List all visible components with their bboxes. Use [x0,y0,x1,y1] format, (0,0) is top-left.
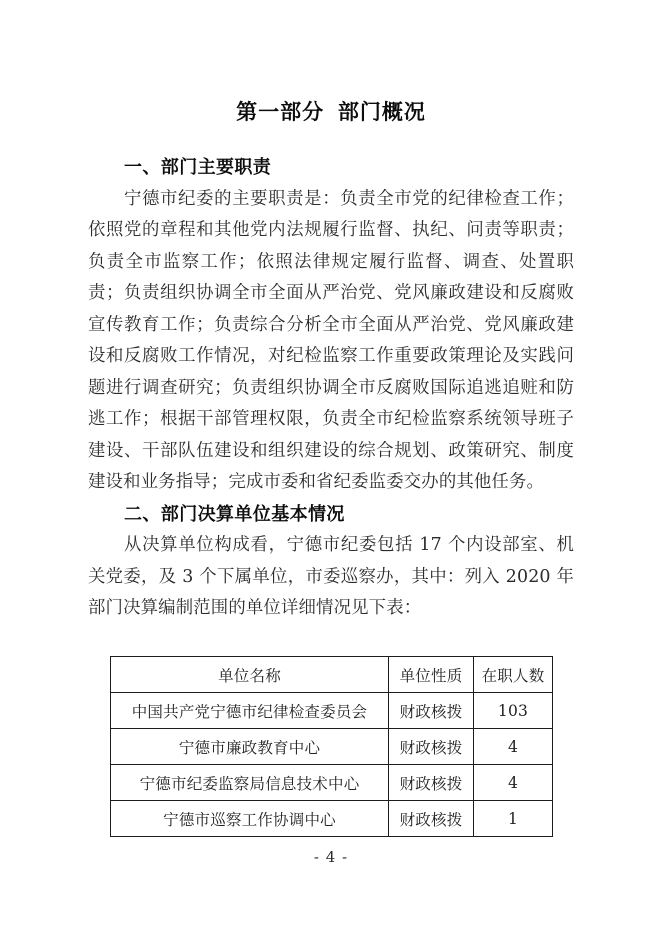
page-title: 第一部分 部门概况 [236,101,426,124]
cell-headcount: 1 [474,801,553,837]
cell-unit-type: 财政核拨 [389,765,474,801]
document-body [88,152,574,625]
cell-unit-name: 宁德市纪委监察局信息技术中心 [111,765,389,801]
cell-unit-name: 宁德市巡察工作协调中心 [111,801,389,837]
cell-unit-name: 宁德市廉政教育中心 [111,729,389,765]
table-header-unit-name: 单位名称 [111,657,389,693]
table-header-headcount: 在职人数 [474,657,553,693]
cell-headcount: 103 [474,693,553,729]
section-paragraph-duties: 宁德市纪委的主要职责是：负责全市党的纪律检查工作；依照党的章程和其他党内法规履行监督、执纪、问责等职责；负责全市监察工作；依照法律规定履行监督、调查、处置职责；负责组织协调全市全面从严治党、党风廉政建设和反腐败宣传教育工作；负责综合分析全市全面从严治党、党风廉政建设和反腐败工作情况，对纪检监察工作重要政策理论及实践问题进行调查研究；负责组织协调全市反腐败国际追逃追赃和防逃工作；根据干部管理权限，负责全市纪检监察系统领导班子建设、干部队伍建设和组织建设的综合规划、政策研究、制度建设和业务指导；完成市委和省纪委监委交办的其他任务。 [88,188,574,492]
cell-unit-type: 财政核拨 [389,729,474,765]
cell-headcount: 4 [474,729,553,765]
table-header-row [111,657,553,693]
cell-unit-name: 中国共产党宁德市纪律检查委员会 [111,693,389,729]
table-row [111,765,553,801]
table-row [111,729,553,765]
unit-table [110,656,553,837]
section-paragraph-units: 从决算单位构成看，宁德市纪委包括 17 个内设部室、机关党委，及 3 个下属单位，市委巡察办，其中：列入 2020 年部门决算编制范围的单位详细情况见下表： [88,535,574,618]
table-header-unit-type: 单位性质 [389,657,474,693]
cell-unit-type: 财政核拨 [389,693,474,729]
cell-unit-type: 财政核拨 [389,801,474,837]
page-number-footer: - 4 - [313,848,349,866]
unit-table-container [110,656,552,837]
table-row [111,801,553,837]
cell-headcount: 4 [474,765,553,801]
section-heading-duties: 一、部门主要职责 [124,157,272,177]
table-row [111,693,553,729]
section-heading-units: 二、部门决算单位基本情况 [124,503,345,524]
